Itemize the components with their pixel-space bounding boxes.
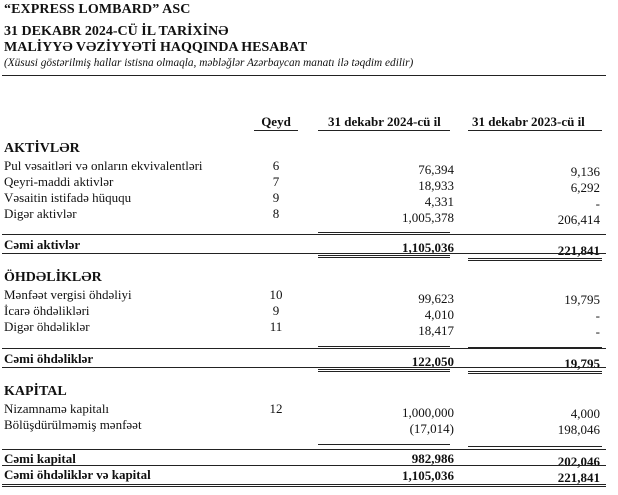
- row-value-2023: 4,000: [570, 406, 600, 421]
- total-label: Cəmi kapital: [4, 451, 76, 466]
- row-label: Digər aktivlər: [4, 206, 77, 221]
- total-divider: [2, 465, 606, 466]
- value-double-underline: [468, 258, 602, 261]
- row-label: Pul vəsaitləri və onların ekvivalentləri: [4, 158, 203, 173]
- total-label: Cəmi öhdəliklər: [4, 351, 94, 366]
- row-note: 9: [272, 303, 280, 318]
- column-header-underline: [468, 130, 602, 131]
- row-value-2023: 198,046: [557, 422, 600, 437]
- row-value-2023: -: [595, 324, 600, 339]
- row-value-2024: 4,010: [424, 307, 454, 322]
- grand-total-value-2023: 221,841: [557, 470, 600, 485]
- column-header-underline: [318, 130, 450, 131]
- row-value-2024: 99,623: [418, 291, 454, 306]
- row-value-2023: 6,292: [570, 180, 600, 195]
- row-value-2023: 9,136: [570, 164, 600, 179]
- total-value-2024: 982,986: [411, 451, 454, 466]
- report-subtitle: (Xüsusi göstərilmiş hallar istisna olmaqla, məbləğlər Azərbaycan manatı ilə təqdim edilir): [4, 57, 414, 69]
- row-value-2024: 76,394: [418, 162, 454, 177]
- total-value-2024: 1,105,036: [402, 240, 454, 255]
- table-row: [0, 319, 618, 339]
- row-value-2024: 18,417: [418, 323, 454, 338]
- row-note: 10: [269, 287, 283, 302]
- row-note: 12: [269, 401, 283, 416]
- total-value-2024: 122,050: [411, 354, 454, 369]
- total-value-2023: 19,795: [564, 356, 600, 371]
- value-double-underline: [318, 255, 450, 258]
- total-divider: [2, 367, 606, 368]
- value-underline: [468, 446, 602, 447]
- total-value-2023: 202,046: [557, 454, 600, 469]
- table-row: [0, 206, 618, 227]
- section-title-capital: KAPİTAL: [4, 384, 67, 399]
- table-row: [0, 303, 618, 323]
- row-value-2023: 206,414: [557, 212, 600, 227]
- table-row: [0, 417, 618, 437]
- row-note: 9: [272, 190, 280, 205]
- table-row: [0, 401, 618, 421]
- row-note: 11: [269, 319, 283, 334]
- value-underline: [468, 347, 602, 348]
- value-underline: [318, 346, 450, 347]
- column-header-2024: 31 dekabr 2024-cü il: [328, 114, 441, 129]
- total-value-2023: 221,841: [557, 243, 600, 258]
- row-label: Qeyri-maddi aktivlər: [4, 174, 114, 189]
- column-header-2023: 31 dekabr 2023-cü il: [472, 114, 585, 129]
- row-label: Vəsaitin istifadə hüququ: [4, 190, 132, 205]
- total-row-liabilities: [0, 351, 618, 371]
- total-divider: [2, 348, 606, 349]
- grand-total-value-2024: 1,105,036: [402, 468, 454, 483]
- row-value-2024: 1,000,000: [402, 405, 454, 420]
- value-underline: [318, 444, 450, 445]
- row-note: 6: [272, 158, 280, 173]
- row-label: Bölüşdürülməmiş mənfəət: [4, 417, 142, 432]
- column-header-note: Qeyd: [261, 114, 291, 129]
- table-row: [0, 287, 618, 307]
- column-header-underline: [254, 130, 298, 131]
- report-date-title: 31 DEKABR 2024-CÜ İL TARİXİNƏ: [4, 24, 229, 39]
- row-label: Digər öhdəliklər: [4, 319, 90, 334]
- row-label: İcarə öhdəlikləri: [4, 303, 90, 318]
- row-label: Mənfəət vergisi öhdəliyi: [4, 287, 132, 302]
- row-value-2024: (17,014): [409, 421, 454, 436]
- total-divider: [2, 449, 606, 450]
- value-underline: [318, 232, 450, 233]
- row-value-2023: 19,795: [564, 292, 600, 307]
- row-label: Nizamnamə kapitalı: [4, 401, 110, 416]
- row-value-2023: -: [595, 196, 600, 211]
- row-value-2023: -: [595, 308, 600, 323]
- row-value-2024: 18,933: [418, 178, 454, 193]
- row-note: 7: [272, 174, 280, 189]
- header-divider: [2, 75, 606, 76]
- total-row-assets: [0, 237, 618, 258]
- row-value-2024: 4,331: [424, 194, 454, 209]
- value-double-underline: [468, 371, 602, 374]
- total-divider: [2, 253, 606, 254]
- section-title-assets: AKTİVLƏR: [4, 141, 80, 156]
- row-value-2024: 1,005,378: [402, 210, 454, 225]
- value-double-underline: [318, 369, 450, 372]
- grand-total-row: [0, 467, 618, 483]
- table-row: [0, 174, 618, 195]
- grand-total-label: Cəmi öhdəliklər və kapital: [4, 467, 151, 482]
- section-title-liabilities: ÖHDƏLİKLƏR: [4, 270, 102, 285]
- row-note: 8: [272, 206, 280, 221]
- report-title: MALİYYƏ VƏZİYYƏTİ HAQQINDA HESABAT: [4, 40, 308, 55]
- total-label: Cəmi aktivlər: [4, 237, 81, 252]
- grand-total-double-underline: [2, 484, 606, 487]
- company-name: “EXPRESS LOMBARD” ASC: [4, 2, 191, 17]
- table-row: [0, 190, 618, 211]
- table-row: [0, 158, 618, 179]
- value-underline: [468, 234, 602, 235]
